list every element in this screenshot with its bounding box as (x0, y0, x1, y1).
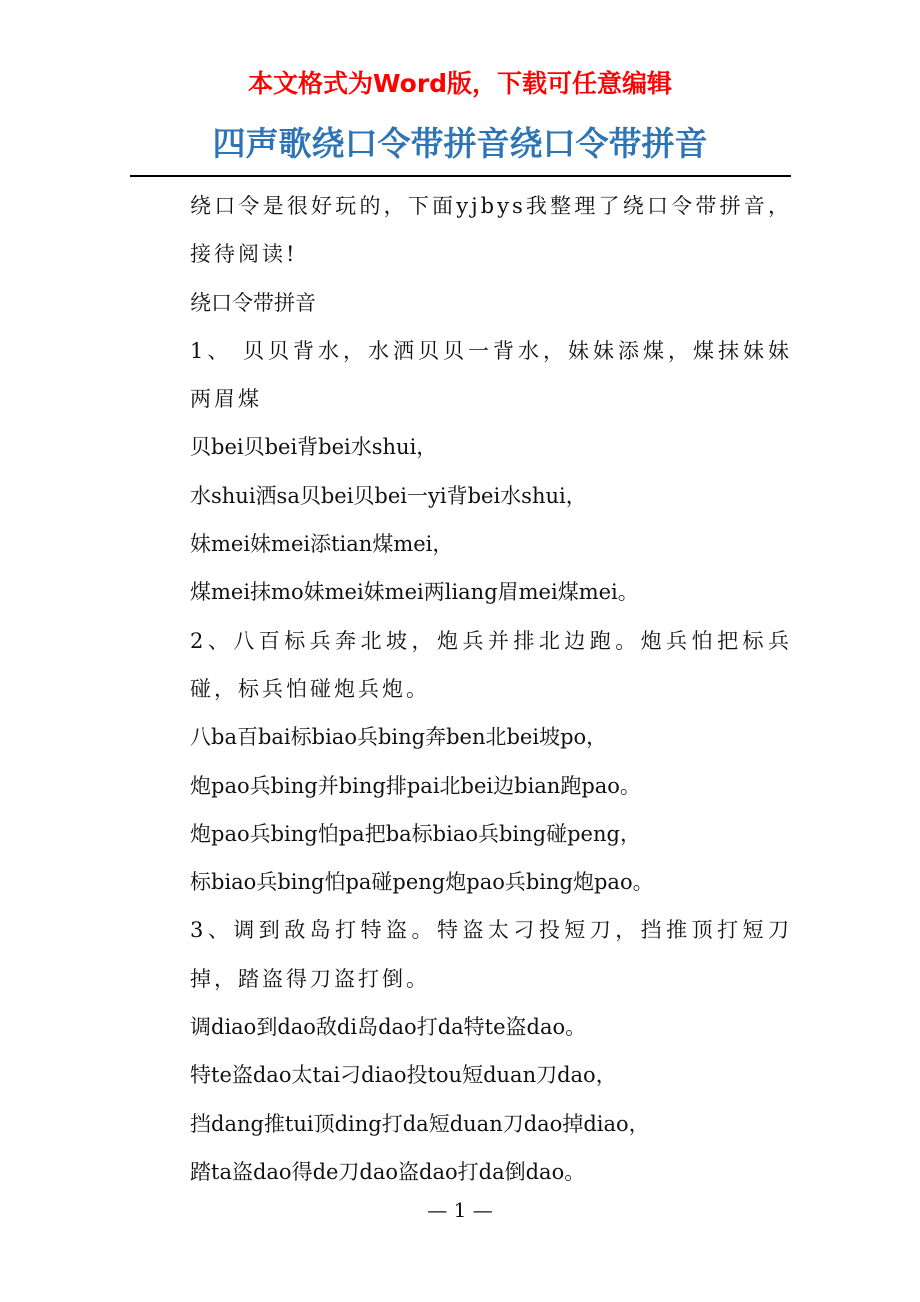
tongue-twister-2: 2、八百标兵奔北坡，炮兵并排北边跑。炮兵怕把标兵碰，标兵怕碰炮兵炮。 (190, 628, 792, 701)
pinyin-line: 水shui洒sa贝bei贝bei一yi背bei水shui， (190, 483, 587, 508)
pinyin-line: 八ba百bai标biao兵bing奔ben北bei坡po， (190, 725, 608, 750)
intro-paragraph: 绕口令是很好玩的，下面yjbys我整理了绕口令带拼音，接待阅读! (190, 194, 792, 267)
tongue-twister-3: 3、调到敌岛打特盗。特盗太刁投短刀，挡推顶打短刀掉，踏盗得刀盗打倒。 (190, 918, 792, 991)
pinyin-line: 挡dang推tui顶ding打da短duan刀dao掉diao， (190, 1111, 650, 1136)
format-notice: 本文格式为Word版，下载可任意编辑 (247, 69, 673, 98)
pinyin-line: 特te盗dao太tai刁diao投tou短duan刀dao， (190, 1063, 617, 1088)
pinyin-line: 妹mei妹mei添tian煤mei， (190, 532, 454, 557)
title-divider (130, 175, 791, 177)
page-number: — 1 — (427, 1198, 493, 1222)
pinyin-line: 调diao到dao敌di岛dao打da特te盗dao。 (190, 1015, 587, 1040)
pinyin-line: 踏ta盗dao得de刀dao盗dao打da倒dao。 (190, 1159, 586, 1184)
pinyin-line: 标biao兵bing怕pa碰peng炮pao兵bing炮pao。 (190, 870, 654, 895)
document-body (142, 182, 792, 1196)
pinyin-line: 贝bei贝bei背bei水shui， (190, 435, 438, 460)
section-heading: 绕口令带拼音 (190, 290, 316, 315)
pinyin-line: 煤mei抹mo妹mei妹mei两liang眉mei煤mei。 (190, 580, 639, 605)
tongue-twister-1: 1、 贝贝背水，水洒贝贝一背水，妹妹添煤，煤抹妹妹两眉煤 (190, 338, 792, 412)
pinyin-line: 炮pao兵bing怕pa把ba标biao兵bing碰peng， (190, 821, 641, 846)
page-title: 四声歌绕口令带拼音绕口令带拼音 (212, 124, 708, 163)
pinyin-line: 炮pao兵bing并bing排pai北bei边bian跑pao。 (190, 773, 641, 798)
